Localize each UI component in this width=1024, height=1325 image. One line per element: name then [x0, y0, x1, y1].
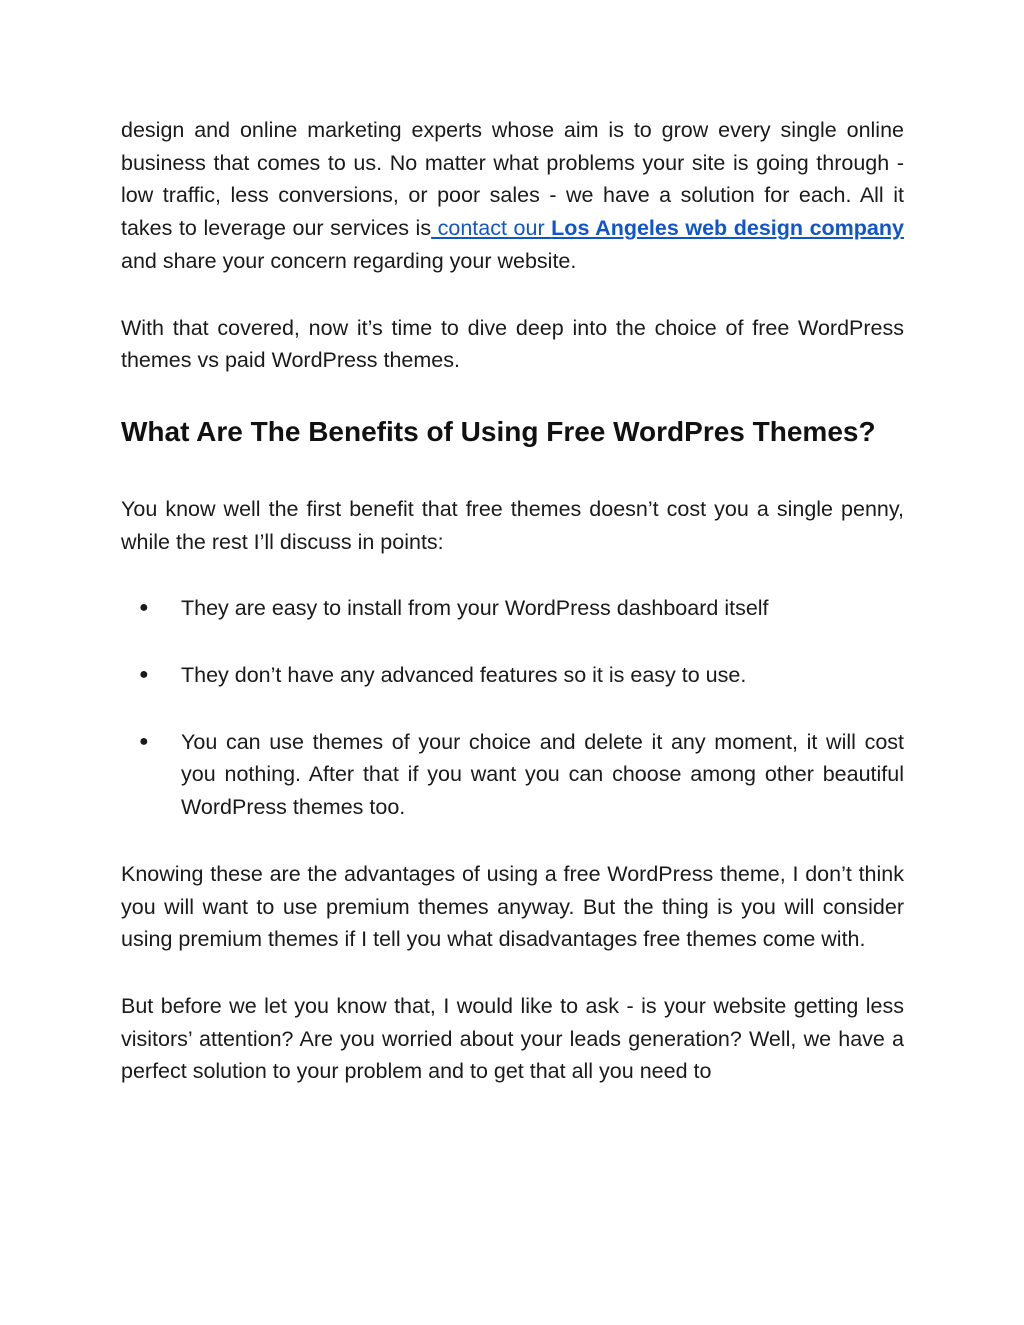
intro-paragraph: [121, 114, 904, 278]
list-item-text: They don’t have any advanced features so it is easy to use.: [181, 663, 747, 688]
closing-paragraph: But before we let you know that, I would like to ask - is your website getting less visitors’ attention? Are you worried about your leads generation? Well, we have a perfect solution to your problem and to get that all you need to: [121, 993, 904, 1084]
intro-text-end: and share your concern regarding your website.: [121, 248, 577, 273]
bullet-icon: ●: [139, 666, 149, 684]
benefits-intro-paragraph: You know well the first benefit that free themes doesn’t cost you a single penny, while the rest I’ll discuss in points:: [121, 496, 904, 554]
document-page: [121, 114, 904, 1088]
list-item: [121, 726, 904, 824]
contact-link[interactable]: [431, 216, 904, 240]
advantages-summary-paragraph: Knowing these are the advantages of using a free WordPress theme, I don’t think you will want to use premium themes anyway. But the thing is you will consider using premium themes if I tell you what disadvantages free themes come with.: [121, 861, 904, 952]
contact-link-bold-text: Los Angeles web design company: [551, 216, 904, 241]
list-item-text: They are easy to install from your WordPress dashboard itself: [181, 596, 769, 621]
list-item: [121, 659, 904, 692]
contact-link-text: contact our: [431, 216, 552, 241]
section-heading: What Are The Benefits of Using Free WordPres Themes?: [121, 415, 876, 447]
benefits-list: [121, 592, 904, 824]
bullet-icon: ●: [139, 599, 149, 617]
list-item-text: You can use themes of your choice and delete it any moment, it will cost you nothing. After that if you want you can choose among other beautiful WordPress themes too.: [181, 729, 904, 820]
bullet-icon: ●: [139, 732, 149, 750]
list-item: [121, 592, 904, 625]
intro-text: design and online marketing experts whose aim is to grow every single online business that comes to us. No matter what problems your site is going through - low traffic, less conversions, or poor sales - we have a solution for each. All it takes to leverage our services is: [121, 118, 904, 241]
transition-paragraph: With that covered, now it’s time to dive deep into the choice of free WordPress themes vs paid WordPress themes.: [121, 315, 904, 373]
